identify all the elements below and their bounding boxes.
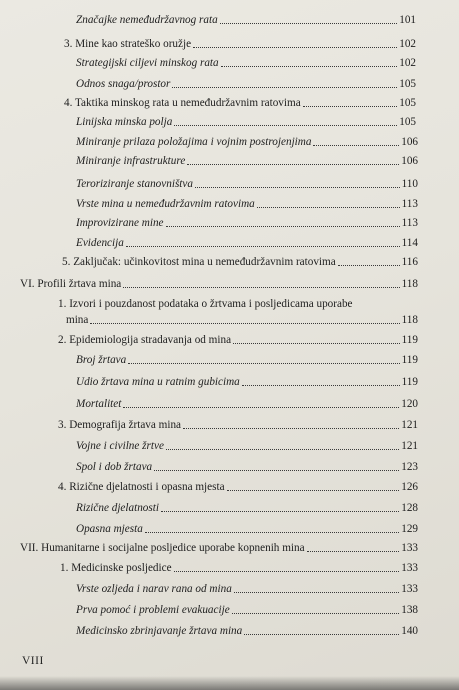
toc-entry[interactable] bbox=[60, 562, 418, 575]
leader-dots bbox=[154, 469, 399, 471]
toc-entry-title: Strategijski ciljevi minskog rata bbox=[76, 57, 219, 69]
toc-entry-title: 2. Epidemiologija stradavanja od mina bbox=[58, 334, 232, 346]
toc-page-number: 105 bbox=[399, 116, 416, 128]
toc-page-number: 138 bbox=[401, 604, 418, 616]
toc-page-number: 129 bbox=[401, 523, 418, 535]
toc-page-number: 126 bbox=[401, 481, 418, 493]
leader-dots bbox=[126, 245, 400, 247]
toc-entry[interactable] bbox=[76, 354, 418, 367]
toc-page-number: 102 bbox=[399, 57, 416, 69]
leader-dots bbox=[128, 362, 399, 364]
toc-page-number: 128 bbox=[401, 502, 418, 514]
toc-page-number: 106 bbox=[401, 155, 418, 167]
leader-dots bbox=[303, 105, 398, 107]
toc-entry[interactable] bbox=[76, 604, 418, 617]
toc-entry[interactable] bbox=[76, 136, 418, 149]
toc-entry[interactable] bbox=[66, 314, 418, 327]
toc-page-number: 106 bbox=[401, 136, 418, 148]
toc-entry[interactable] bbox=[58, 419, 418, 432]
toc-page-number: 102 bbox=[399, 38, 416, 50]
leader-dots bbox=[145, 531, 399, 533]
toc-entry-title: Značajke nemeđudržavnog rata bbox=[76, 14, 218, 26]
toc-page-number: 105 bbox=[399, 97, 416, 109]
toc-page-number: 110 bbox=[401, 178, 418, 190]
toc-page-number: 119 bbox=[401, 354, 418, 366]
toc-page-number: 133 bbox=[401, 583, 418, 595]
toc-entry-title: Udio žrtava mina u ratnim gubicima bbox=[76, 376, 240, 388]
toc-entry[interactable] bbox=[76, 625, 418, 638]
leader-dots bbox=[187, 163, 399, 165]
toc-page-number: 113 bbox=[401, 198, 418, 210]
toc-entry[interactable] bbox=[62, 256, 418, 269]
toc-entry-line: 1. Izvori i pouzdanost podataka o žrtvama i posljedicama uporabe bbox=[58, 298, 353, 310]
leader-dots bbox=[174, 124, 397, 126]
toc-entry-title: Opasna mjesta bbox=[76, 523, 143, 535]
toc-entry[interactable] bbox=[64, 97, 416, 110]
leader-dots bbox=[221, 65, 398, 67]
leader-dots bbox=[193, 46, 397, 48]
toc-entry-title: Broj žrtava bbox=[76, 354, 127, 366]
toc-entry[interactable] bbox=[58, 481, 418, 494]
leader-dots bbox=[195, 186, 400, 188]
leader-dots bbox=[234, 591, 399, 593]
toc-entry-title: Mortalitet bbox=[76, 398, 122, 410]
toc-entry[interactable] bbox=[76, 237, 418, 250]
toc-entry[interactable] bbox=[76, 583, 418, 596]
leader-dots bbox=[232, 612, 400, 614]
toc-entry-title: Vrste mina u nemeđudržavnim ratovima bbox=[76, 198, 255, 210]
toc-entry[interactable] bbox=[20, 542, 418, 555]
toc-entry-title: Prva pomoć i problemi evakuacije bbox=[76, 604, 230, 616]
leader-dots bbox=[242, 384, 400, 386]
toc-page-number: 121 bbox=[401, 440, 418, 452]
leader-dots bbox=[166, 448, 399, 450]
toc-entry-title: Teroriziranje stanovništva bbox=[76, 178, 193, 190]
toc-page-number: 118 bbox=[401, 314, 418, 326]
toc-entry-title: Improvizirane mine bbox=[76, 217, 164, 229]
leader-dots bbox=[183, 427, 399, 429]
leader-dots bbox=[233, 342, 400, 344]
leader-dots bbox=[338, 264, 400, 266]
toc-entry-title: VI. Profili žrtava mina bbox=[20, 278, 122, 290]
toc-entry[interactable] bbox=[76, 398, 418, 411]
bottom-shadow bbox=[0, 676, 459, 690]
toc-page-number: 119 bbox=[401, 376, 418, 388]
toc-page-number: 116 bbox=[401, 256, 418, 268]
leader-dots bbox=[244, 633, 399, 635]
toc-entry-title: Rizične djelatnosti bbox=[76, 502, 159, 514]
toc-entry[interactable] bbox=[76, 461, 418, 474]
toc-entry-title: 5. Zaključak: učinkovitost mina u nemeđudržavnim ratovima bbox=[62, 256, 336, 268]
toc-entry[interactable] bbox=[76, 198, 418, 211]
toc-entry[interactable] bbox=[76, 78, 416, 91]
toc-page-number: 101 bbox=[399, 14, 416, 26]
toc-entry-title: Odnos snaga/prostor bbox=[76, 78, 171, 90]
toc-entry-title: 1. Medicinske posljedice bbox=[60, 562, 172, 574]
toc-page-number: 121 bbox=[401, 419, 418, 431]
leader-dots bbox=[257, 206, 400, 208]
leader-dots bbox=[174, 570, 400, 572]
toc-entry-title: 4. Rizične djelatnosti i opasna mjesta bbox=[58, 481, 225, 493]
leader-dots bbox=[166, 225, 400, 227]
toc-entry-title: 4. Taktika minskog rata u nemeđudržavnim ratovima bbox=[64, 97, 301, 109]
toc-entry-title: VII. Humanitarne i socijalne posljedice uporabe kopnenih mina bbox=[20, 542, 305, 554]
toc-entry-title: Vrste ozljeda i narav rana od mina bbox=[76, 583, 232, 595]
toc-page-number: 119 bbox=[401, 334, 418, 346]
toc-entry-title: Vojne i civilne žrtve bbox=[76, 440, 164, 452]
toc-page-number: 114 bbox=[401, 237, 418, 249]
toc-entry[interactable] bbox=[76, 217, 418, 230]
toc-entry-title: mina bbox=[66, 314, 89, 326]
toc-entry[interactable] bbox=[76, 523, 418, 536]
toc-entry[interactable] bbox=[76, 440, 418, 453]
toc-entry-title: Medicinsko zbrinjavanje žrtava mina bbox=[76, 625, 243, 637]
toc-page-number: 118 bbox=[401, 278, 418, 290]
leader-dots bbox=[172, 86, 397, 88]
toc-entry[interactable] bbox=[76, 376, 418, 389]
toc-entry-title: 3. Demografija žrtava mina bbox=[58, 419, 182, 431]
toc-entry[interactable] bbox=[76, 14, 416, 27]
toc-entry[interactable] bbox=[64, 38, 416, 51]
leader-dots bbox=[227, 489, 400, 491]
leader-dots bbox=[90, 322, 399, 324]
toc-entry[interactable] bbox=[20, 278, 418, 291]
leader-dots bbox=[123, 286, 399, 288]
toc-page-number: 120 bbox=[401, 398, 418, 410]
toc-entry[interactable] bbox=[76, 502, 418, 515]
toc-page-number: 140 bbox=[401, 625, 418, 637]
page-number: VIII bbox=[22, 655, 44, 667]
toc-page-number: 133 bbox=[401, 542, 418, 554]
toc-entry[interactable] bbox=[58, 334, 418, 347]
toc-page-number: 113 bbox=[401, 217, 418, 229]
toc-entry[interactable] bbox=[76, 57, 416, 70]
leader-dots bbox=[313, 144, 399, 146]
toc-entry[interactable] bbox=[76, 155, 418, 168]
leader-dots bbox=[123, 406, 399, 408]
toc-entry-title: Miniranje infrastrukture bbox=[76, 155, 186, 167]
toc-entry[interactable] bbox=[76, 178, 418, 191]
toc-entry-title: Evidencija bbox=[76, 237, 124, 249]
toc-entry-title: 3. Mine kao strateško oružje bbox=[64, 38, 192, 50]
toc-page-number: 123 bbox=[401, 461, 418, 473]
leader-dots bbox=[161, 510, 399, 512]
toc-entry-title: Spol i dob žrtava bbox=[76, 461, 153, 473]
toc-page-number: 133 bbox=[401, 562, 418, 574]
leader-dots bbox=[307, 550, 400, 552]
toc-entry-title: Linijska minska polja bbox=[76, 116, 173, 128]
toc-entry[interactable] bbox=[76, 116, 416, 129]
toc-page-number: 105 bbox=[399, 78, 416, 90]
leader-dots bbox=[220, 22, 398, 24]
toc-entry-title: Miniranje prilaza položajima i vojnim postrojenjima bbox=[76, 136, 312, 148]
